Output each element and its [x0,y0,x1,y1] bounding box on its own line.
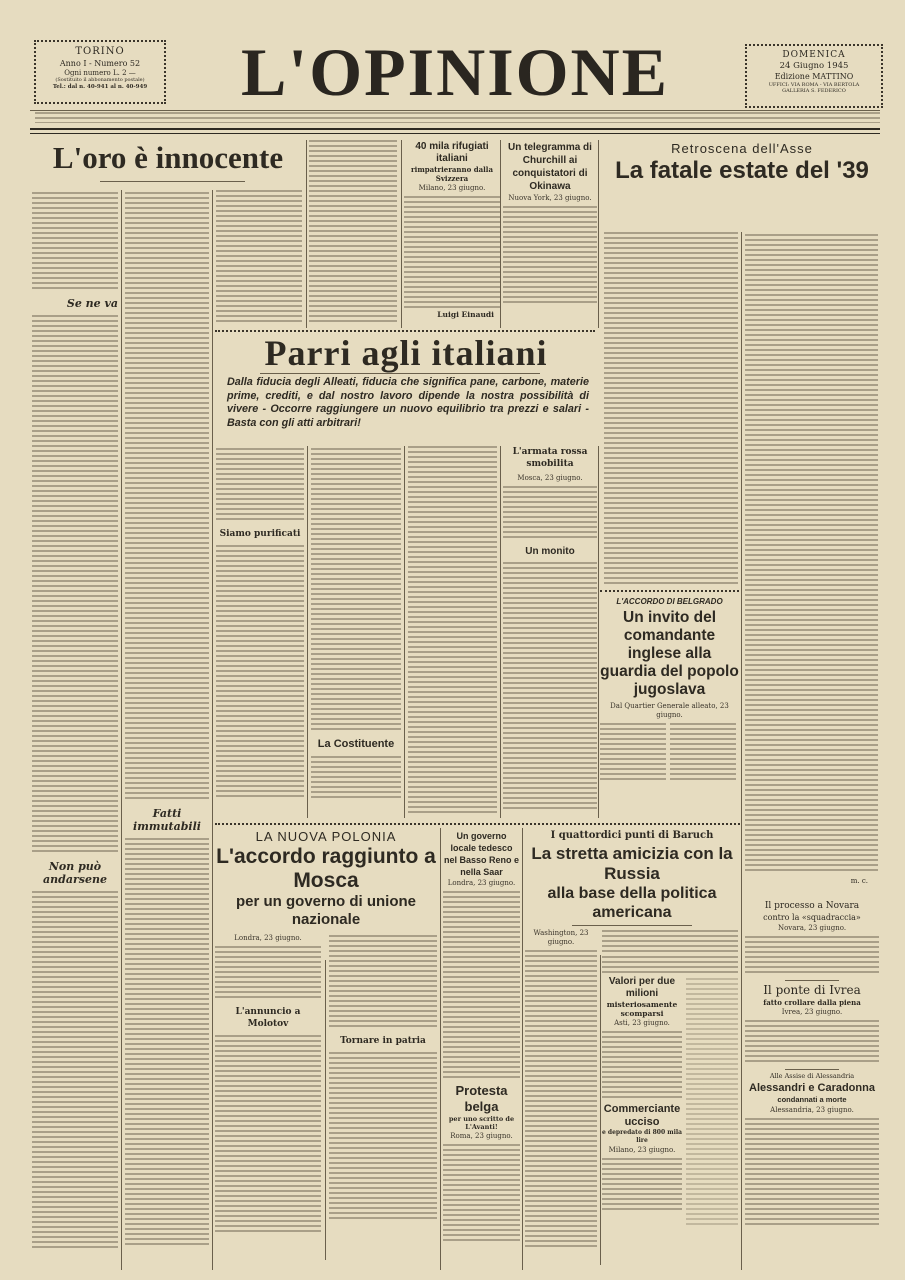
polonia-dateline: Londra, 23 giugno. [234,934,302,942]
right-pieces [745,900,879,1230]
churchill-article [503,141,597,308]
masthead-left-box [34,40,166,104]
asse-column-2 [745,232,878,886]
oro-col-1c [32,891,118,1251]
baruch-col-2 [602,930,738,952]
dotted-rule [215,823,740,826]
tedesco-belga-column [443,830,520,1246]
parri-subhead-2: La Costituente [317,738,395,750]
parri-header [215,334,597,430]
einaudi-signature: Luigi Einaudi [437,310,494,319]
valori-subheadline: misteriosamente scomparsi [606,1000,678,1018]
baruch-kicker: I quattordici punti di Baruch [550,830,714,841]
asse-kicker: Retroscena dell'Asse [671,141,813,156]
alessandria-body [745,1118,879,1228]
parri-deck: Dalla fiducia degli Alleati, fiducia che significa pane, carbone, materie prime, crediti, e dal nostro lavoro dipende la nostra possibilità di vivere - Occorre raggiungere un nuovo equilibrio tra prezzi e salari - Basta con gli atti arbitrari! [227,376,589,429]
parri-col-2b [311,756,401,801]
armata-body [503,486,597,541]
rifugiati-subheadline: rimpatrieranno dalla Svizzera [410,165,493,183]
monito-body [503,562,597,812]
polonia-article [215,829,437,1237]
polonia-col-2 [329,935,437,1030]
baruch-rule [572,925,692,926]
polonia-subhead-patria: Tornare in patria [340,1036,426,1046]
col-rule [121,190,122,1270]
churchill-body [503,206,597,306]
parri-subhead-1: Siamo purificati [219,529,301,539]
valori-preceding-body [602,956,738,974]
parri-column-1 [216,446,304,802]
offices: UFFICI: VIA ROMA - VIA BERTOLA [768,81,860,88]
asse-signature: m. c. [850,877,868,885]
oro-col-4 [309,140,397,325]
oro-column-2 [125,190,209,1250]
baruch-column-2 [602,928,738,1252]
belga-subheadline: per uno scritto de L'Avanti! [448,1115,515,1131]
issue-date: 24 Giugno 1945 [779,61,849,72]
city: TORINO [75,46,125,57]
alessandria-dateline: Alessandria, 23 giugno. [770,1106,854,1114]
col-rule [306,140,307,328]
oro-rule [100,181,245,182]
right-col-body [686,978,738,1228]
polonia-kicker: LA NUOVA POLONIA [255,829,397,844]
armata-monito-column [503,446,597,814]
oro-col-3 [216,190,302,325]
col-rule [741,232,742,1270]
baruch-article [525,829,739,1252]
col-rule [598,140,599,328]
col-rule [325,960,326,1260]
novara-body [745,936,879,976]
armata-headline: L'armata rossa smobilita [512,447,588,469]
ivrea-body [745,1020,879,1065]
offices-2: GALLERIA S. FEDERICO [782,88,846,95]
masthead-right-box [745,44,883,108]
oro-col-1 [32,192,118,292]
oro-col-2 [125,192,209,802]
oro-subhead-1: Se ne va [66,297,118,310]
asse-headline: La fatale estate del '39 [615,157,869,184]
polonia-subheadline: per un governo di unione nazionale [236,893,416,928]
parri-col-2 [311,448,401,733]
col-rule [212,190,213,1270]
asse-col-1 [604,232,738,584]
ivrea-dateline: Ivrea, 23 giugno. [781,1008,843,1016]
parri-col-1b [216,545,304,800]
asse-col-2 [745,234,878,874]
polonia-col-2b [329,1052,437,1222]
alessandria-subheadline: condannati a morte [777,1095,847,1104]
polonia-body [215,933,437,1237]
novara-dateline: Novara, 23 giugno. [777,924,847,932]
col-rule [404,446,405,818]
tedesco-body [443,891,520,1081]
belga-headline: Protesta belga [455,1083,508,1114]
divider [785,1069,839,1070]
valori-body [602,1031,682,1101]
belgrado-kicker: L'ACCORDO DI BELGRADO [616,597,723,606]
info-strip [35,112,880,123]
masthead-double-rule [30,128,880,134]
ivrea-subheadline: fatto crollare dalla piena [763,998,861,1007]
col-rule [598,446,599,818]
novara-headline-text: Il processo a Novara [764,901,860,911]
col-rule [500,446,501,818]
parri-rule [260,373,540,374]
baruch-headline: La stretta amicizia con la Russia [531,844,733,883]
polonia-headline: L'accordo raggiunto a Mosca [216,845,436,892]
commerciante-headline: Commerciante ucciso [603,1103,681,1128]
monito-headline: Un monito [525,546,575,557]
armata-dateline: Mosca, 23 giugno. [517,474,583,482]
baruch-body [525,928,739,1252]
polonia-subhead-molotov: L'annuncio a Molotov [235,1007,301,1029]
churchill-dateline: Nuova York, 23 giugno. [508,194,592,202]
rifugiati-dateline: Milano, 23 giugno. [418,184,486,192]
belga-dateline: Roma, 23 giugno. [450,1132,513,1140]
col-rule [401,140,402,328]
alessandria-kicker: Alle Assise di Alessandria [769,1072,855,1080]
parri-col-1 [216,448,304,523]
oro-col-2b [125,838,209,1248]
weekday: DOMENICA [782,50,846,60]
phone: Tel.: dal n. 40-941 al n. 40-949 [52,83,148,90]
rifugiati-article [404,141,500,320]
col-rule [522,828,523,1270]
rifugiati-body [404,196,500,308]
subscription-note: (Sostituito il abbonamento postale) [55,77,145,84]
valori-row [602,976,738,1230]
valori-headline: Valori per due milioni [608,976,676,999]
col-rule [440,828,441,1270]
col-rule [500,140,501,328]
tedesco-headline: Un governo locale tedesco nel Basso Reno e nella Saar [443,831,520,877]
alessandria-headline: Alessandri e Caradonna [749,1082,875,1094]
oro-col-1b [32,315,118,855]
valori-dateline: Asti, 23 giugno. [614,1019,670,1027]
baruch-column-1 [525,928,597,1252]
baruch-col-1 [525,950,597,1250]
polonia-col-1b [215,1035,321,1235]
oro-subhead-3: Non può andarsene [43,860,107,886]
oro-column-1 [32,190,118,1253]
masthead-title: L'OPINIONE [240,34,670,110]
parri-col-3 [408,446,497,814]
valori-commerciante-column [602,976,682,1230]
novara-subheadline: contro la «squadraccia» [763,913,861,922]
polonia-column-2 [329,933,437,1237]
parri-column-2 [311,446,401,803]
belga-body [443,1144,520,1244]
oro-subhead-2: Fatti immutabili [133,807,201,833]
baruch-dateline: Washington, 23 giugno. [533,929,589,946]
commerciante-subheadline: e depredato di 800 mila lire [602,1129,683,1144]
belgrado-headline: Un invito del comandante inglese alla guardia del popolo jugoslava [600,609,739,698]
edition: Edizione MATTINO [774,71,854,81]
oro-headline: L'oro è innocente [52,140,284,175]
baruch-subheadline: alla base della politica americana [547,885,717,921]
polonia-column-1 [215,933,321,1237]
issue-number: Anno I - Numero 52 [59,58,141,68]
asse-header [604,141,880,185]
belgrado-dateline: Dal Quartier Generale alleato, 23 giugno. [610,702,729,719]
commerciante-dateline: Milano, 23 giugno. [608,1146,676,1154]
parri-headline: Parri agli italiani [264,333,548,373]
price: Ogni numero L. 2 — [64,68,136,77]
ivrea-headline: Il ponte di Ivrea [763,983,861,997]
dotted-rule [600,590,739,593]
col-rule [307,446,308,818]
col-rule [600,955,601,1265]
polonia-col-1 [215,946,321,1001]
rifugiati-headline: 40 mila rifugiati italiani [415,141,489,164]
belgrado-col-2 [670,723,736,783]
tedesco-dateline: Londra, 23 giugno. [447,879,516,887]
commerciante-body [602,1158,682,1213]
masthead-rule [30,110,880,111]
churchill-headline: Un telegramma di Churchill ai conquistatori di Okinawa [508,142,592,192]
belgrado-article [600,590,739,785]
col-rule [785,980,839,981]
belgrado-col-1 [600,723,666,783]
belgrado-body [600,721,739,785]
